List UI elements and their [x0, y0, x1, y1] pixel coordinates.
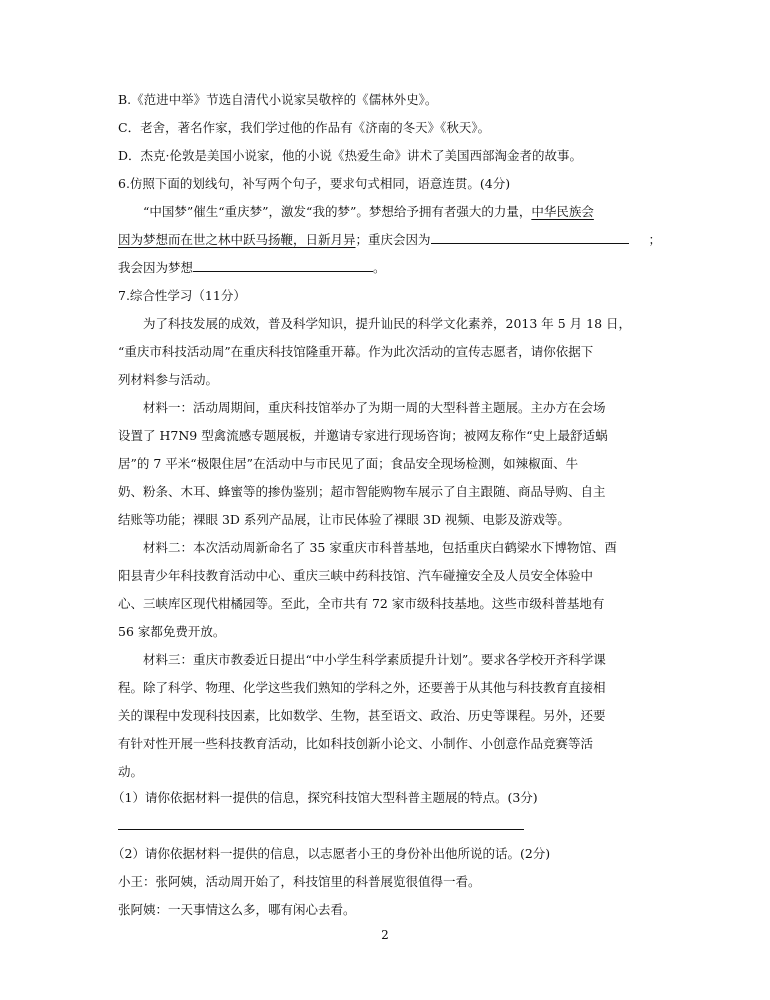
material-1-line: 居”的 7 平米“极限住居”在活动中与市民见了面；食品安全现场检测，如辣椒面、牛: [118, 456, 579, 471]
q6-underlined-sentence-part1: 中华民族会: [531, 204, 594, 219]
q6-my-prompt: 我会因为梦想: [118, 260, 194, 275]
material-1-line: 材料一：活动周期间，重庆科技馆举办了为期一周的大型科普主题展。主办方在会场: [143, 400, 606, 415]
q7-subquestion-2: （2）请你依据材料一提供的信息，以志愿者小王的身份补出他所说的话。(2分): [112, 846, 551, 861]
dialog-zhang-ayi: 张阿姨：一天事情这么多，哪有闲心去看。: [118, 902, 356, 917]
q6-line-3: [118, 258, 386, 278]
q6-line-1: [143, 202, 594, 222]
material-2-line: 心、三峡库区现代柑橘园等。至此，全市共有 72 家市级科技基地。这些市级科普基地有: [118, 596, 605, 611]
q6-semicolon: ；: [648, 232, 662, 247]
material-1-line: 设置了 H7N9 型禽流感专题展板，并邀请专家进行现场咨询；被网友称作“史上最舒适蜗: [118, 428, 608, 443]
q7-subquestion-1: （1）请你依据材料一提供的信息，探究科技馆大型科普主题展的特点。(3分): [112, 790, 538, 805]
answer-line[interactable]: [118, 829, 524, 830]
material-3-line: 关的课程中发现科技因素，比如数学、生物，甚至语文、政治、历史等课程。另外，还要: [118, 708, 606, 723]
material-3-line: 程。除了科学、物理、化学这些我们熟知的学科之外，还要善于从其他与科技教育直接相: [118, 680, 606, 695]
material-2-line: 56 家都免费开放。: [118, 624, 226, 639]
option-c: C．老舍，著名作家，我们学过他的作品有《济南的冬天》《秋天》。: [118, 120, 491, 135]
q7-title: 7.综合性学习（11分）: [118, 288, 246, 303]
material-2-line: 阳县青少年科技教育活动中心、重庆三峡中药科技馆、汽车碰撞安全及人员安全体验中: [118, 568, 594, 583]
dialog-xiaowang: 小王：张阿姨，活动周开始了，科技馆里的科普展览很值得一看。: [118, 874, 481, 889]
material-3-line: 动。: [118, 764, 144, 779]
material-2-line: 材料二：本次活动周新命名了 35 家重庆市科普基地，包括重庆白鹤梁水下博物馆、酉: [143, 540, 617, 555]
q7-intro-line: “重庆市科技活动周”在重庆科技馆隆重开幕。作为此次活动的宣传志愿者，请你依据下: [118, 344, 594, 359]
q6-answer-blank-1[interactable]: [431, 231, 629, 244]
q6-period: 。: [373, 260, 386, 275]
q6-underlined-sentence-part2: 因为梦想而在世之林中跃马扬鞭，日新月异: [118, 232, 356, 247]
material-1-line: 奶、粉条、木耳、蜂蜜等的掺伪鉴别；超市智能购物车展示了自主跟随、商品导购、自主: [118, 484, 606, 499]
q7-intro-line: 为了科技发展的成效，普及科学知识，提升讪民的科学文化素养，2013 年 5 月 18 日，: [143, 316, 632, 331]
q6-chongqing-prompt: ；重庆会因为: [355, 232, 431, 247]
material-3-line: 有针对性开展一些科技教育活动，比如科技创新小论文、小制作、小创意作品竞赛等活: [118, 736, 594, 751]
q6-title: 6.仿照下面的划线句，补写两个句子，要求句式相同，语意连贯。(4分): [118, 176, 511, 191]
q7-intro-line: 列材料参与活动。: [118, 372, 219, 387]
q6-line-2: [118, 230, 661, 250]
material-1-line: 结账等功能；裸眼 3D 系列产品展，让市民体验了裸眼 3D 视频、电影及游戏等。: [118, 512, 570, 527]
page-number: 2: [381, 928, 389, 942]
q6-text: “中国梦”催生“重庆梦”，激发“我的梦”。梦想给予拥有者强大的力量，: [143, 204, 532, 219]
option-d: D．杰克·伦敦是美国小说家，他的小说《热爱生命》讲术了美国西部淘金者的故事。: [118, 148, 582, 163]
material-3-line: 材料三：重庆市教委近日提出“中小学生科学素质提升计划”。要求各学校开齐科学课: [143, 652, 606, 667]
q6-answer-blank-2[interactable]: [193, 259, 373, 272]
option-b: B.《范进中举》节选自清代小说家吴敬梓的《儒林外史》。: [118, 92, 438, 107]
